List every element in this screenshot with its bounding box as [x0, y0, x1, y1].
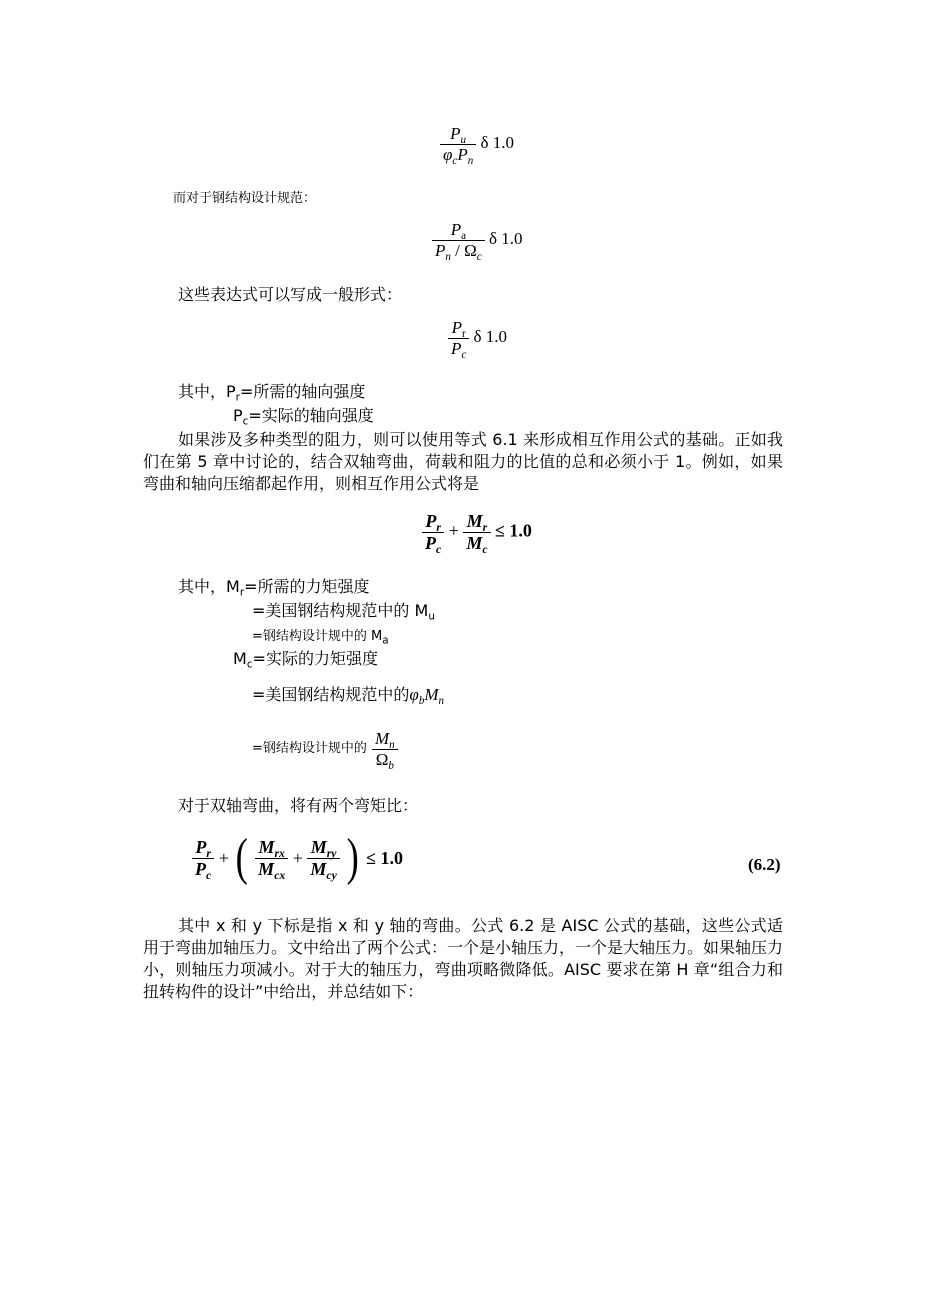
text-asd-intro: 而对于钢结构设计规范：: [173, 191, 317, 206]
equation-number: (6.2): [748, 855, 781, 874]
equation-lrfd-axial: [440, 124, 514, 167]
equation-interaction: $\frac{P_r}{P_c}$ + $\frac{M_r}{M_c}$ ≤ 1.0: [422, 511, 532, 553]
fraction: $\frac{P_r}{P_c}$: [448, 318, 469, 358]
fraction: $\frac{P_u}{\varphi_cP_n}$: [440, 124, 476, 164]
fraction-moment-y: $\frac{M_{ry}}{M_{cy}}$: [307, 837, 339, 879]
equation-general-form: [448, 318, 508, 361]
relation: ≤ 1.0: [366, 848, 403, 868]
relation: δ 1.0: [473, 326, 508, 346]
text-general-form: 这些表达式可以写成一般形式：: [178, 285, 403, 304]
definition-mr-lrfd: =美国钢结构规范中的 $M_u$: [252, 601, 435, 623]
definition-pr: 其中，$P_r=$所需的轴向强度: [178, 382, 366, 404]
relation: δ 1.0: [488, 228, 523, 248]
definition-mc: $M_c=$实际的力矩强度: [233, 649, 378, 671]
fraction: $\frac{P_a}{P_n / \Omega_c}$: [432, 220, 485, 260]
definition-mc-asd: =钢结构设计规中的 $\frac{M_n}{\Omega_b}$: [252, 729, 398, 769]
fraction-axial: $\frac{P_r}{P_c}$: [192, 837, 214, 879]
definition-mc-lrfd: =美国钢结构规范中的$\varphi_bM_n$: [252, 685, 445, 707]
definition-mr-asd: =钢结构设计规中的 $M_a$: [252, 629, 389, 647]
fraction: $\frac{M_n}{\Omega_b}$: [372, 729, 398, 769]
paragraph-interaction: 如果涉及多种类型的阻力，则可以使用等式 6.1 来形成相互作用公式的基础。正如我们在第 5 章中讨论的，结合双轴弯曲，荷载和阻力的比值的总和必须小于 1。例如，如果弯曲和轴向压缩都起作用，则相互作用公式将是: [143, 430, 783, 493]
relation: ≤ 1.0: [495, 520, 532, 541]
fraction-moment: $\frac{M_r}{M_c}$: [463, 511, 490, 553]
text-biaxial: 对于双轴弯曲，将有两个弯矩比：: [178, 796, 419, 815]
equation-asd-axial: [432, 220, 523, 263]
fraction-moment-x: $\frac{M_{rx}}{M_{cx}}$: [255, 837, 288, 879]
definition-pc: $P_c=$实际的轴向强度: [233, 406, 374, 428]
definition-mr: 其中，$M_r=$所需的力矩强度: [178, 577, 370, 599]
relation: δ 1.0: [480, 132, 514, 152]
paragraph-aisc-basis: 其中 x 和 y 下标是指 x 和 y 轴的弯曲。公式 6.2 是 AISC 公式的基础，这些公式适用于弯曲加轴压力。文中给出了两个公式：一个是小轴压力，一个是大轴压力。如果轴压力小，则轴压力项减小。对于大的轴压力，弯曲项略微降低。AISC 要求在第 H 章“组合力和扭转构件的设计”中给出，并总结如下：: [143, 916, 784, 1001]
equation-biaxial-interaction: $\frac{P_r}{P_c}$ + ( $\frac{M_{rx}}{M_{cx}}$ + $\frac{M_{ry}}{M_{cy}}$ ) ≤ 1.0: [192, 832, 403, 884]
fraction-axial: $\frac{P_r}{P_c}$: [422, 511, 444, 553]
